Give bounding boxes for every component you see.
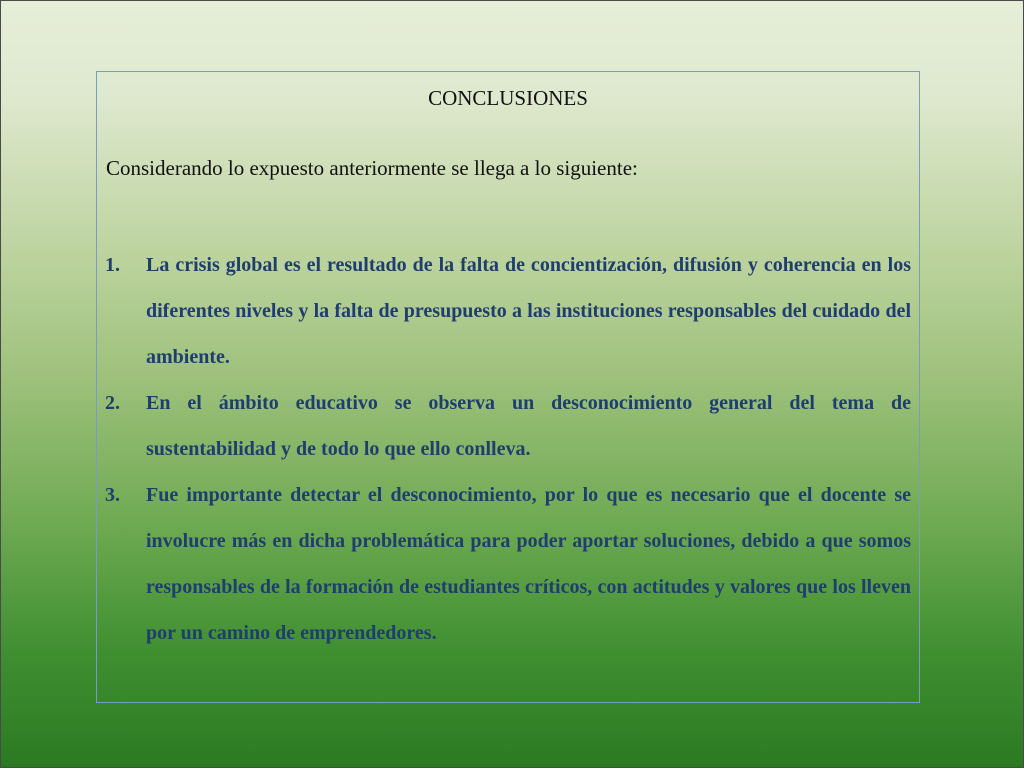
list-item-number: 1. [105,254,120,276]
conclusions-list [101,242,911,656]
list-item [101,380,911,472]
list-item [101,472,911,656]
list-item-number: 2. [105,392,120,414]
list-item-text: Fue importante detectar el desconocimiento, por lo que es necesario que el docente se involucre más en dicha problemática para poder aportar soluciones, debido a que somos responsables de la formación de estudiantes críticos, con actitudes y valores que los lleven por un camino de emprendedores. [146,484,911,644]
list-item-number: 3. [105,484,120,506]
list-item-text: En el ámbito educativo se observa un desconocimiento general del tema de sustentabilidad y de todo lo que ello conlleva. [146,392,911,460]
conclusions-text-box [96,71,920,703]
list-item [101,242,911,380]
intro-sentence: Considerando lo expuesto anteriormente se llega a lo siguiente: [106,156,638,180]
slide-title: CONCLUSIONES [428,86,588,110]
list-item-text: La crisis global es el resultado de la falta de concientización, difusión y coherencia en los diferentes niveles y la falta de presupuesto a las instituciones responsables del cuidado del ambiente. [146,254,911,368]
